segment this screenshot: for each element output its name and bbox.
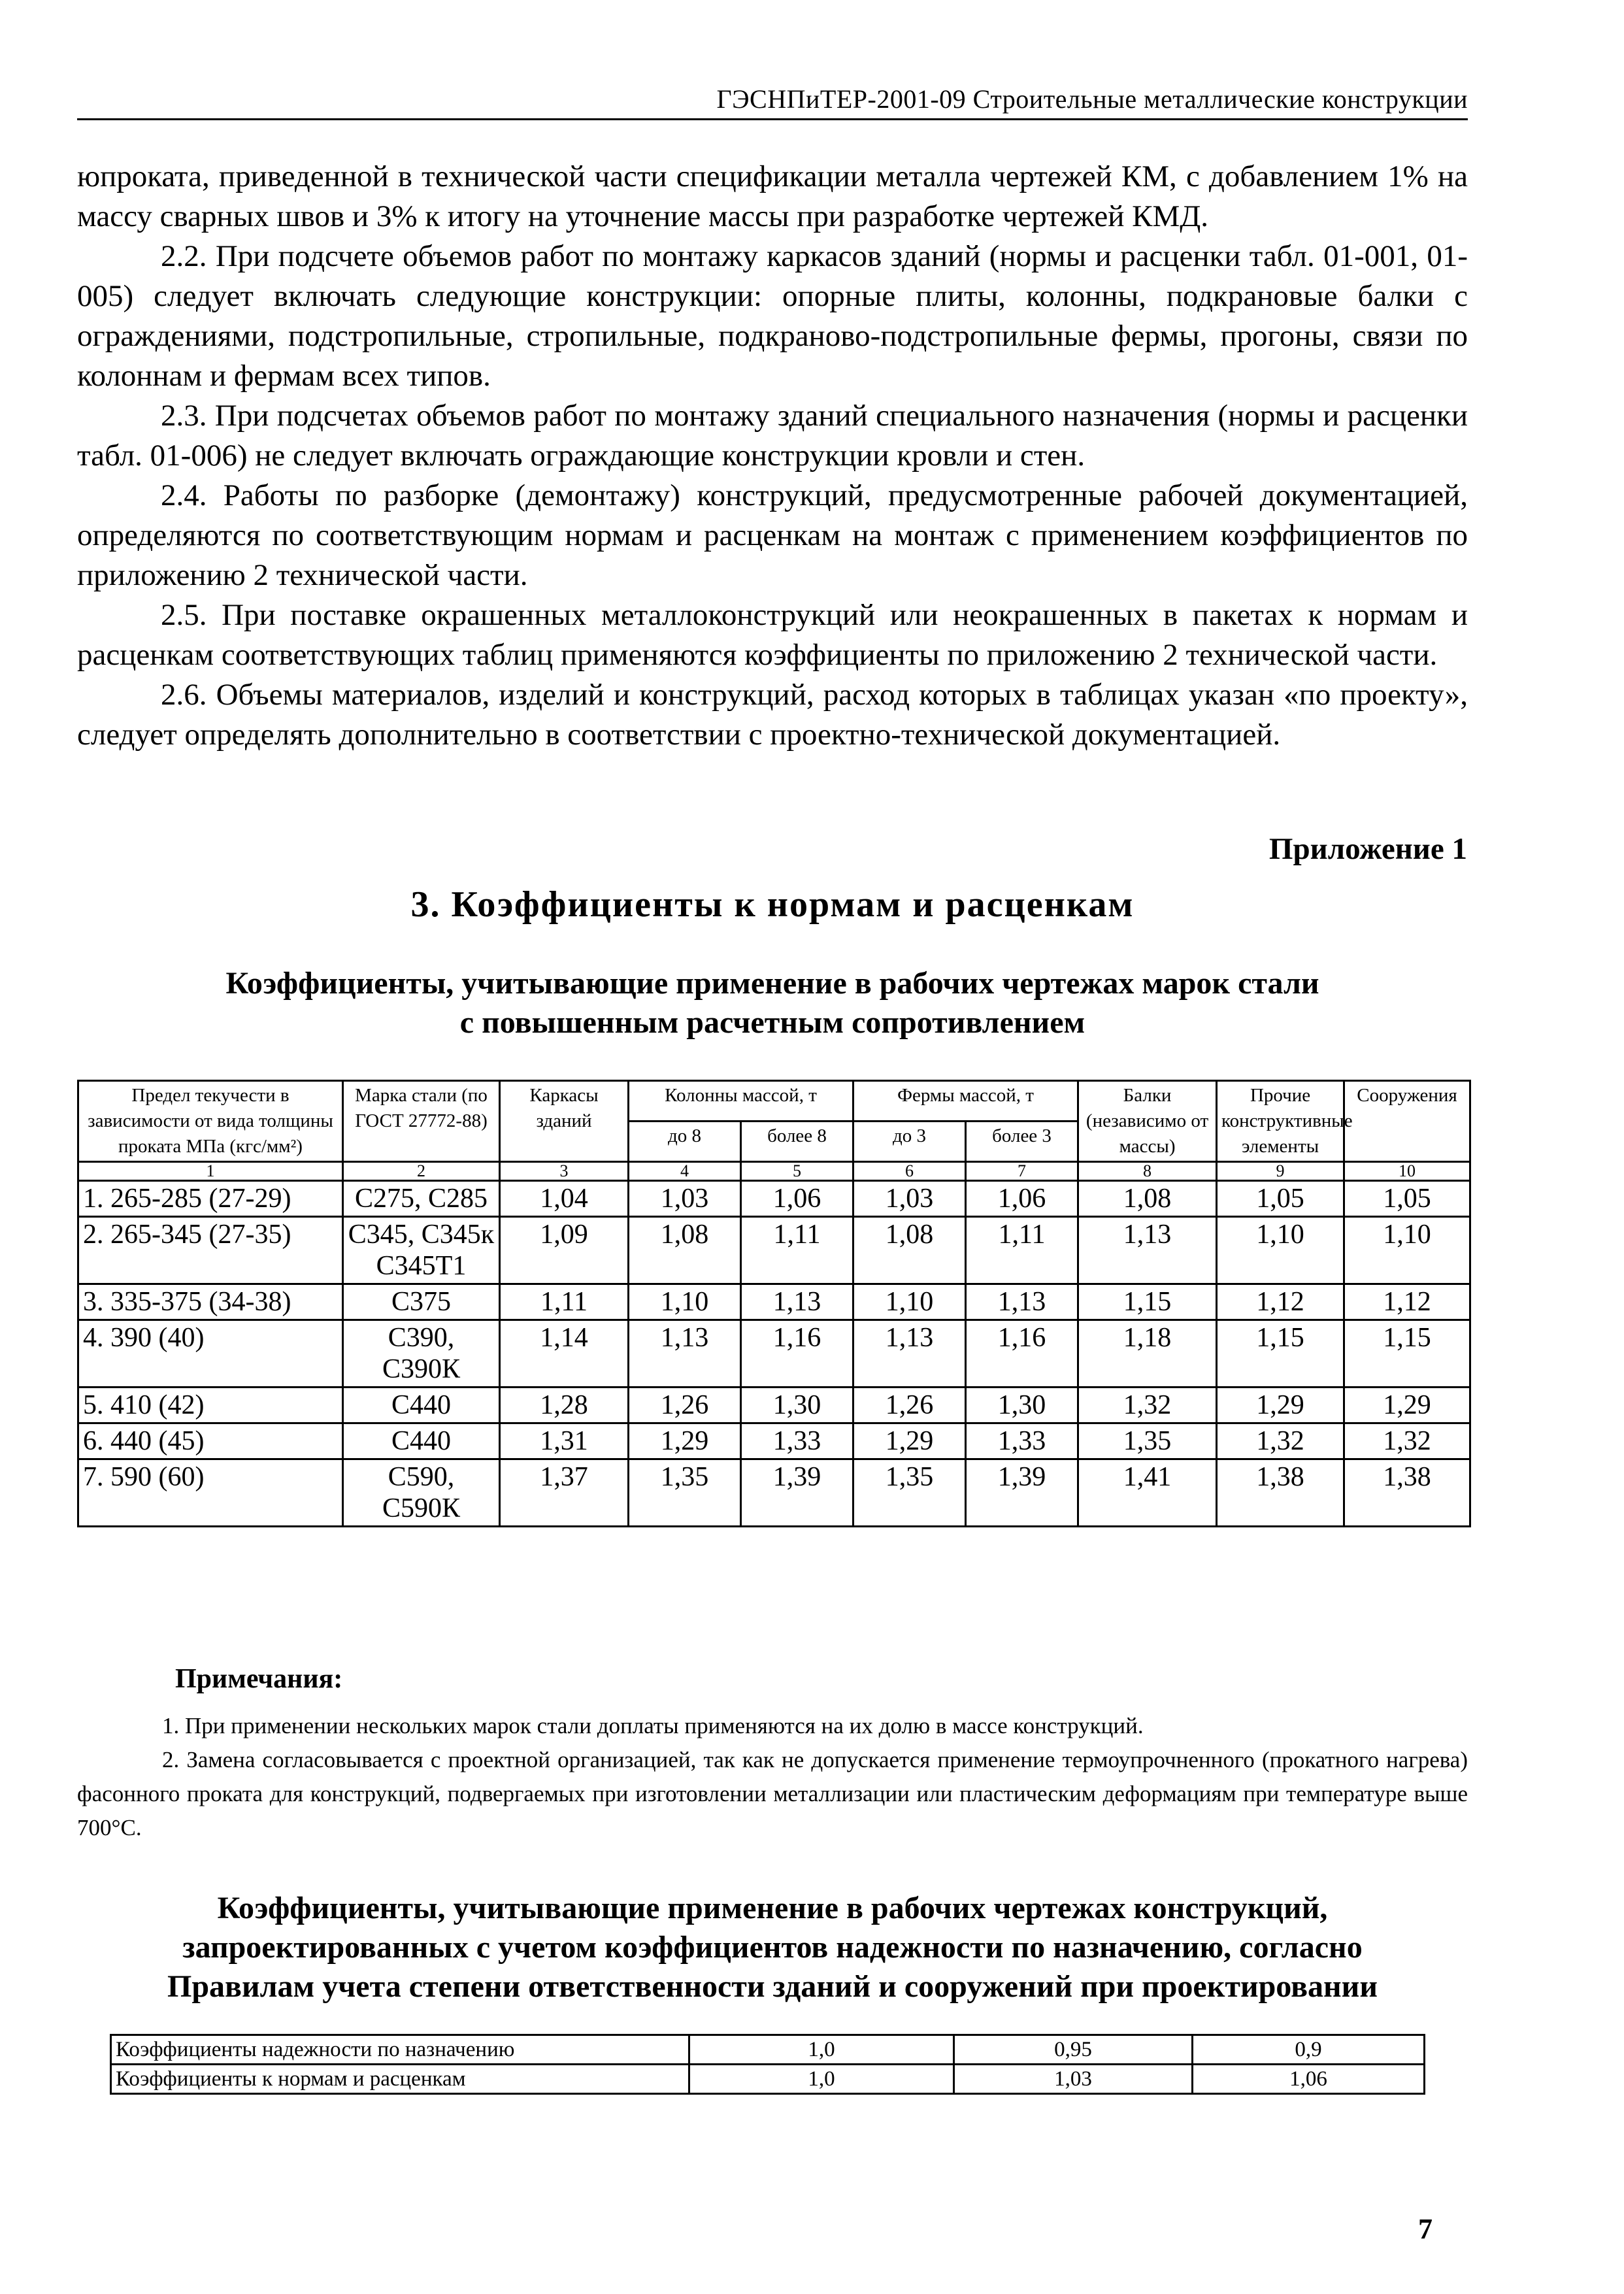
body-text (77, 157, 1468, 755)
cell-coefficient: 1,26 (629, 1388, 741, 1423)
cell-coefficient: 1,29 (853, 1423, 966, 1459)
header-trusses: Фермы массой, т (853, 1081, 1078, 1122)
table2-title-line: Правилам учета степени ответственности зданий и сооружений при проектировании (167, 1969, 1378, 2004)
cell-coefficient: 1,38 (1344, 1459, 1470, 1527)
cell-coefficient: 1,15 (1344, 1320, 1470, 1388)
column-number: 8 (1078, 1162, 1217, 1181)
table-row (78, 1459, 1470, 1527)
cell-coefficient: 1,04 (500, 1181, 629, 1217)
steel-grade-coefficients-table (77, 1080, 1471, 1527)
cell-yield: 1. 265-285 (27-29) (78, 1181, 343, 1217)
table-row (78, 1181, 1470, 1217)
header-other: Прочие конструктивные элементы (1217, 1081, 1344, 1162)
note-item: 2. Замена согласовывается с проектной организацией, так как не допускается применение термоупрочненного (прокатного нагрева) фасонного проката для конструкций, подвергаемых при изготовлении металлизации или пластическим деформациям при температуре выше 700°С. (77, 1747, 1468, 1840)
cell-grade: С345, С345к С345Т1 (343, 1217, 500, 1284)
cell-coefficient: 1,13 (966, 1284, 1078, 1320)
cell-value: 1,0 (689, 2035, 954, 2065)
cell-coefficient: 1,41 (1078, 1459, 1217, 1527)
table-row (78, 1320, 1470, 1388)
cell-coefficient: 1,13 (629, 1320, 741, 1388)
paragraph: 2.4. Работы по разборке (демонтажу) конструкций, предусмотренные рабочей документацией, определяются по соответствующим нормам и расценкам на монтаж с применением коэффициентов по приложению 2 технической части. (77, 478, 1468, 592)
page-number: 7 (1418, 2213, 1433, 2245)
cell-coefficient: 1,12 (1344, 1284, 1470, 1320)
cell-value: 0,95 (954, 2035, 1193, 2065)
cell-grade: С440 (343, 1423, 500, 1459)
cell-coefficient: 1,26 (853, 1388, 966, 1423)
cell-coefficient: 1,11 (966, 1217, 1078, 1284)
cell-coefficient: 1,08 (853, 1217, 966, 1284)
running-header: ГЭСНПиТЕР-2001-09 Строительные металлические конструкции (77, 84, 1468, 120)
cell-coefficient: 1,32 (1078, 1388, 1217, 1423)
cell-coefficient: 1,37 (500, 1459, 629, 1527)
cell-value: 0,9 (1193, 2035, 1425, 2065)
cell-yield: 7. 590 (60) (78, 1459, 343, 1527)
notes (77, 1709, 1468, 1845)
cell-yield: 3. 335-375 (34-38) (78, 1284, 343, 1320)
cell-coefficient: 1,13 (853, 1320, 966, 1388)
paragraph: 2.6. Объемы материалов, изделий и конструкций, расход которых в таблицах указан «по проекту», следует определять дополнительно в соответствии с проектно-технической документацией. (77, 678, 1468, 752)
cell-coefficient: 1,29 (629, 1423, 741, 1459)
cell-grade: С440 (343, 1388, 500, 1423)
cell-yield: 6. 440 (45) (78, 1423, 343, 1459)
cell-coefficient: 1,13 (741, 1284, 853, 1320)
paragraph: 2.3. При подсчетах объемов работ по монтажу зданий специального назначения (нормы и расценки табл. 01-006) не следует включать ограждающие конструкции кровли и стен. (77, 399, 1468, 473)
cell-coefficient: 1,10 (629, 1284, 741, 1320)
header-frames: Каркасы зданий (500, 1081, 629, 1162)
table1-body (78, 1181, 1470, 1527)
cell-coefficient: 1,35 (1078, 1423, 1217, 1459)
cell-yield: 5. 410 (42) (78, 1388, 343, 1423)
cell-coefficient: 1,10 (1344, 1217, 1470, 1284)
cell-coefficient: 1,06 (741, 1181, 853, 1217)
table-row (78, 1284, 1470, 1320)
cell-grade: С275, С285 (343, 1181, 500, 1217)
header-truss-over3: более 3 (966, 1122, 1078, 1162)
cell-coefficient: 1,35 (853, 1459, 966, 1527)
header-columns: Колонны массой, т (629, 1081, 853, 1122)
column-number: 5 (741, 1162, 853, 1181)
cell-coefficient: 1,18 (1078, 1320, 1217, 1388)
table1-title-line: с повышенным расчетным сопротивлением (459, 1005, 1085, 1040)
header-col-to8: до 8 (629, 1122, 741, 1162)
column-number: 3 (500, 1162, 629, 1181)
cell-coefficient: 1,08 (1078, 1181, 1217, 1217)
cell-coefficient: 1,11 (741, 1217, 853, 1284)
cell-coefficient: 1,06 (966, 1181, 1078, 1217)
cell-grade: С390, С390К (343, 1320, 500, 1388)
cell-coefficient: 1,31 (500, 1423, 629, 1459)
row-label: Коэффициенты к нормам и расценкам (111, 2065, 689, 2094)
cell-coefficient: 1,39 (741, 1459, 853, 1527)
cell-coefficient: 1,38 (1217, 1459, 1344, 1527)
table1-title (77, 964, 1468, 1042)
cell-coefficient: 1,16 (741, 1320, 853, 1388)
appendix-label: Приложение 1 (1268, 832, 1467, 866)
cell-grade: С375 (343, 1284, 500, 1320)
header-truss-to3: до 3 (853, 1122, 966, 1162)
column-number: 10 (1344, 1162, 1470, 1181)
cell-coefficient: 1,32 (1217, 1423, 1344, 1459)
cell-coefficient: 1,09 (500, 1217, 629, 1284)
cell-coefficient: 1,12 (1217, 1284, 1344, 1320)
paragraph: юпроката, приведенной в технической части спецификации металла чертежей КМ, с добавлением 1% на массу сварных швов и 3% к итогу на уточнение массы при разработке чертежей КМД. (77, 159, 1468, 233)
cell-coefficient: 1,13 (1078, 1217, 1217, 1284)
cell-value: 1,03 (954, 2065, 1193, 2094)
reliability-coefficients-table (110, 2034, 1425, 2095)
column-number: 1 (78, 1162, 343, 1181)
cell-coefficient: 1,35 (629, 1459, 741, 1527)
cell-coefficient: 1,14 (500, 1320, 629, 1388)
cell-coefficient: 1,39 (966, 1459, 1078, 1527)
column-number: 6 (853, 1162, 966, 1181)
table-row (78, 1217, 1470, 1284)
cell-coefficient: 1,03 (629, 1181, 741, 1217)
column-number: 2 (343, 1162, 500, 1181)
column-number: 4 (629, 1162, 741, 1181)
cell-coefficient: 1,33 (966, 1423, 1078, 1459)
cell-coefficient: 1,05 (1217, 1181, 1344, 1217)
cell-coefficient: 1,10 (853, 1284, 966, 1320)
table-row (78, 1388, 1470, 1423)
cell-coefficient: 1,08 (629, 1217, 741, 1284)
column-number: 9 (1217, 1162, 1344, 1181)
header-yield: Предел текучести в зависимости от вида толщины проката МПа (кгс/мм²) (78, 1081, 343, 1162)
cell-grade: С590, С590К (343, 1459, 500, 1527)
cell-coefficient: 1,28 (500, 1388, 629, 1423)
cell-value: 1,06 (1193, 2065, 1425, 2094)
cell-coefficient: 1,29 (1217, 1388, 1344, 1423)
cell-coefficient: 1,10 (1217, 1217, 1344, 1284)
cell-coefficient: 1,30 (741, 1388, 853, 1423)
cell-coefficient: 1,33 (741, 1423, 853, 1459)
cell-yield: 4. 390 (40) (78, 1320, 343, 1388)
table-row (111, 2065, 1425, 2094)
header-beams: Балки (независимо от массы) (1078, 1081, 1217, 1162)
cell-coefficient: 1,32 (1344, 1423, 1470, 1459)
cell-coefficient: 1,29 (1344, 1388, 1470, 1423)
header-col-over8: более 8 (741, 1122, 853, 1162)
table2-title-line: Коэффициенты, учитывающие применение в рабочих чертежах конструкций, (217, 1891, 1328, 1925)
row-label: Коэффициенты надежности по назначению (111, 2035, 689, 2065)
table-row (78, 1423, 1470, 1459)
notes-heading: Примечания: (175, 1664, 343, 1694)
cell-coefficient: 1,15 (1217, 1320, 1344, 1388)
header-grade: Марка стали (по ГОСТ 27772-88) (343, 1081, 500, 1162)
table-row (111, 2035, 1425, 2065)
table2-title (77, 1889, 1468, 2006)
cell-coefficient: 1,15 (1078, 1284, 1217, 1320)
cell-coefficient: 1,30 (966, 1388, 1078, 1423)
cell-value: 1,0 (689, 2065, 954, 2094)
section-title: 3. Коэффициенты к нормам и расценкам (410, 884, 1135, 925)
cell-coefficient: 1,05 (1344, 1181, 1470, 1217)
paragraph: 2.2. При подсчете объемов работ по монтажу каркасов зданий (нормы и расценки табл. 01-001, 01-005) следует включать следующие конструкции: опорные плиты, колонны, подкрановые балки с ограждениями, подстропильные, стропильные, подкраново-подстропильные фермы, прогоны, связи по колоннам и фермам всех типов. (77, 239, 1468, 393)
cell-yield: 2. 265-345 (27-35) (78, 1217, 343, 1284)
header-structures: Сооружения (1344, 1081, 1470, 1162)
note-item: 1. При применении нескольких марок стали доплаты применяются на их долю в массе конструкций. (162, 1713, 1144, 1738)
column-number: 7 (966, 1162, 1078, 1181)
cell-coefficient: 1,03 (853, 1181, 966, 1217)
table1-title-line: Коэффициенты, учитывающие применение в рабочих чертежах марок стали (225, 966, 1319, 1001)
cell-coefficient: 1,11 (500, 1284, 629, 1320)
paragraph: 2.5. При поставке окрашенных металлоконструкций или неокрашенных в пакетах к нормам и расценкам соответствующих таблиц применяются коэффициенты по приложению 2 технической части. (77, 598, 1468, 672)
table2-title-line: запроектированных с учетом коэффициентов надежности по назначению, согласно (182, 1930, 1363, 1965)
cell-coefficient: 1,16 (966, 1320, 1078, 1388)
